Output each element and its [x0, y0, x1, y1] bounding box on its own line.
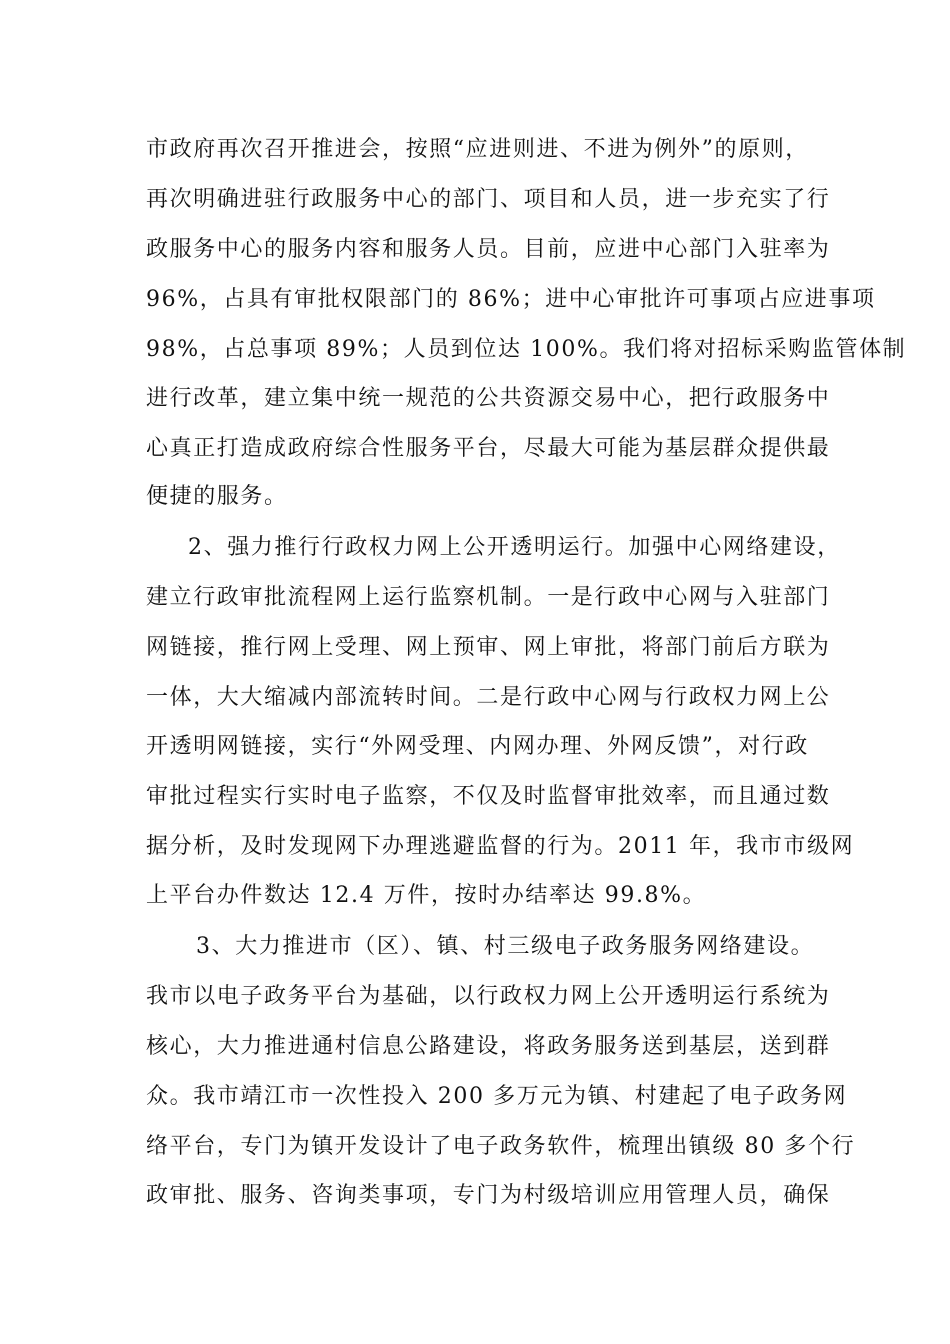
text-line: 便捷的服务。	[146, 484, 288, 509]
text-line: 心真正打造成政府综合性服务平台，尽最大可能为基层群众提供最	[146, 436, 831, 461]
text-line: 建立行政审批流程网上运行监察机制。一是行政中心网与入驻部门	[146, 585, 831, 610]
text-line: 上平台办件数达 12.4 万件，按时办结率达 99.8%。	[146, 883, 707, 908]
section-3-heading-line: 3、大力推进市（区）、镇、村三级电子政务服务网络建设。	[196, 934, 815, 959]
text-line: 我市以电子政务平台为基础，以行政权力网上公开透明运行系统为	[146, 984, 831, 1009]
text-line: 96%，占具有审批权限部门的 86%；进中心审批许可事项占应进事项	[146, 287, 876, 312]
text-line: 据分析，及时发现网下办理逃避监督的行为。2011 年，我市市级网	[146, 834, 855, 859]
text-line: 开透明网链接，实行“外网受理、内网办理、外网反馈”，对行政	[146, 734, 809, 759]
text-line: 政服务中心的服务内容和服务人员。目前，应进中心部门入驻率为	[146, 237, 831, 262]
text-line: 98%，占总事项 89%；人员到位达 100%。我们将对招标采购监管体制	[146, 337, 907, 362]
text-line: 政审批、服务、咨询类事项，专门为村级培训应用管理人员，确保	[146, 1183, 831, 1208]
text-line: 一体，大大缩减内部流转时间。二是行政中心网与行政权力网上公	[146, 685, 831, 710]
text-line: 络平台，专门为镇开发设计了电子政务软件，梳理出镇级 80 多个行	[146, 1134, 856, 1159]
section-2-heading-line: 2、强力推行行政权力网上公开透明运行。加强中心网络建设，	[188, 535, 841, 560]
text-line: 审批过程实行实时电子监察，不仅及时监督审批效率，而且通过数	[146, 784, 831, 809]
text-line: 众。我市靖江市一次性投入 200 多万元为镇、村建起了电子政务网	[146, 1084, 848, 1109]
text-line: 核心，大力推进通村信息公路建设，将政务服务送到基层，送到群	[146, 1034, 831, 1059]
text-line: 进行改革，建立集中统一规范的公共资源交易中心，把行政服务中	[146, 386, 831, 411]
text-line: 再次明确进驻行政服务中心的部门、项目和人员，进一步充实了行	[146, 187, 831, 212]
text-line: 网链接，推行网上受理、网上预审、网上审批，将部门前后方联为	[146, 635, 831, 660]
text-line: 市政府再次召开推进会，按照“应进则进、不进为例外”的原则，	[146, 137, 809, 162]
